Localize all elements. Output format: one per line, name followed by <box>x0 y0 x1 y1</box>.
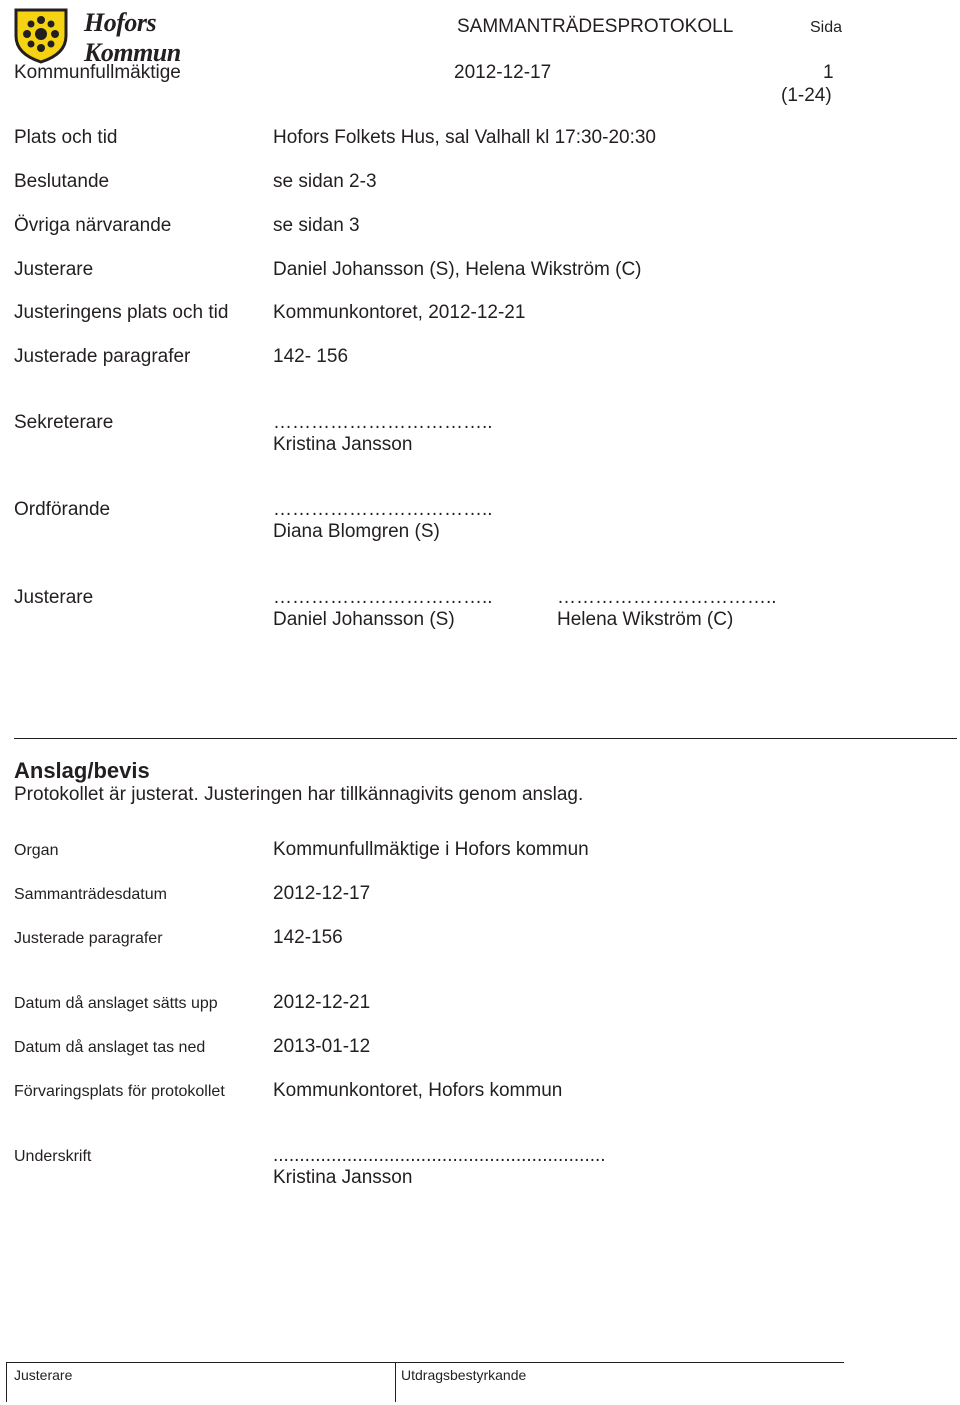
notice-text: Protokollet är justerat. Justeringen har tillkännagivits genom anslag. <box>14 784 584 805</box>
page-range: (1-24) <box>781 85 832 106</box>
document-type: SAMMANTRÄDESPROTOKOLL <box>457 16 734 37</box>
signature-label: Underskrift <box>14 1148 92 1165</box>
chair-label: Ordförande <box>14 499 111 520</box>
info-value-adjustment-place-time: Kommunkontoret, 2012-12-21 <box>273 302 526 323</box>
info-value-others-present: se sidan 3 <box>273 215 360 236</box>
chair-name: Diana Blomgren (S) <box>273 521 440 542</box>
info-value-adjusted-paragraphs: 142- 156 <box>273 346 349 367</box>
notice-label-storage-place: Förvaringsplats för protokollet <box>14 1083 225 1100</box>
page-label: Sida <box>810 19 843 36</box>
municipal-emblem-icon <box>12 6 70 64</box>
secretary-signature-line: …………………………….. <box>273 412 493 433</box>
notice-label-removed-date: Datum då anslaget tas ned <box>14 1039 206 1056</box>
notice-title: Anslag/bevis <box>14 758 150 783</box>
notice-value-meeting-date: 2012-12-17 <box>273 883 371 904</box>
signature-name: Kristina Jansson <box>273 1167 413 1188</box>
notice-value-adjusted-paragraphs: 142-156 <box>273 927 343 948</box>
notice-label-posted-date: Datum då anslaget sätts upp <box>14 995 218 1012</box>
logo-text: Hofors Kommun <box>84 8 181 67</box>
body-name: Kommunfullmäktige <box>14 62 181 83</box>
info-value-decision-makers: se sidan 2-3 <box>273 171 377 192</box>
notice-value-storage-place: Kommunkontoret, Hofors kommun <box>273 1080 563 1101</box>
info-label-decision-makers: Beslutande <box>14 171 110 192</box>
adjusters-label: Justerare <box>14 587 94 608</box>
footer-middle-border <box>395 1362 396 1402</box>
adjuster1-signature-line: …………………………….. <box>273 587 493 608</box>
adjuster2-name: Helena Wikström (C) <box>557 609 734 630</box>
notice-label-adjusted-paragraphs: Justerade paragrafer <box>14 930 163 947</box>
notice-value-organ: Kommunfullmäktige i Hofors kommun <box>273 839 589 860</box>
hofors-kommun-logo <box>12 4 227 66</box>
notice-label-organ: Organ <box>14 842 59 859</box>
footer-left-border <box>6 1362 7 1402</box>
info-value-adjusters: Daniel Johansson (S), Helena Wikström (C) <box>273 259 642 280</box>
footer-certification-label: Utdragsbestyrkande <box>401 1367 527 1383</box>
info-label-others-present: Övriga närvarande <box>14 215 172 236</box>
chair-signature-line: …………………………….. <box>273 499 493 520</box>
info-label-adjustment-place-time: Justeringens plats och tid <box>14 302 229 323</box>
info-label-adjusters: Justerare <box>14 259 94 280</box>
info-label-place-time: Plats och tid <box>14 127 118 148</box>
info-label-adjusted-paragraphs: Justerade paragrafer <box>14 346 191 367</box>
signature-line: ............................................................... <box>273 1145 606 1166</box>
footer-divider <box>6 1362 844 1363</box>
secretary-label: Sekreterare <box>14 412 114 433</box>
adjuster1-name: Daniel Johansson (S) <box>273 609 455 630</box>
notice-value-posted-date: 2012-12-21 <box>273 992 371 1013</box>
section-divider <box>14 738 957 739</box>
secretary-name: Kristina Jansson <box>273 434 413 455</box>
notice-value-removed-date: 2013-01-12 <box>273 1036 371 1057</box>
footer-adjusters-label: Justerare <box>14 1367 73 1383</box>
adjuster2-signature-line: …………………………….. <box>557 587 777 608</box>
meeting-date: 2012-12-17 <box>454 62 552 83</box>
page-number: 1 <box>823 62 834 83</box>
info-value-place-time: Hofors Folkets Hus, sal Valhall kl 17:30-20:30 <box>273 127 656 148</box>
notice-label-meeting-date: Sammanträdesdatum <box>14 886 167 903</box>
